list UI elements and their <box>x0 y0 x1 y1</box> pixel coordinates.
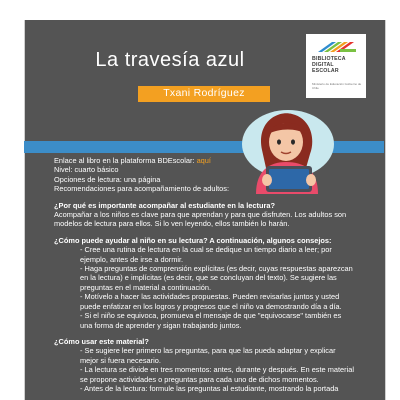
book-title: La travesía azul <box>95 49 245 71</box>
tip-item: - Haga preguntas de comprensión explícitas (es decir, cuyas respuestas aparezcan en la lectura) e implícitas (es decir, que se concluyan del texto). Se sugiere las preguntas en el material a continuación. <box>80 264 353 292</box>
document-body <box>54 156 354 393</box>
logo-ministry: Ministerio de Educación Gobierno de Chile <box>312 82 362 90</box>
logo-name: BIBLIOTECA DIGITAL ESCOLAR <box>312 56 346 74</box>
level-line: Nivel: cuarto básico <box>54 165 119 175</box>
tip-item: - Si el niño se equivoca, promueva el mensaje de que "equivocarse" también es una forma de aprender y sigan trabajando juntos. <box>80 311 342 330</box>
author-banner <box>138 86 270 102</box>
usage-item: - Antes de la lectura: formule las preguntas al estudiante, mostrando la portada <box>80 383 339 393</box>
author-name: Txani Rodríguez <box>163 87 245 99</box>
usage-item: - Se sugiere leer primero las preguntas, para que las pueda adaptar y explicar mejor si fuera necesario. <box>80 346 336 365</box>
tip-item: - Cree una rutina de lectura en la cual se dedique un tiempo diario a leer; por ejemplo, antes de irse a dormir. <box>80 245 332 264</box>
tip-item: - Motívelo a hacer las actividades propuestas. Pueden revisarlas juntos y usted puede enfatizar en los logros y progresos que el niño va demostrando día a día. <box>80 292 342 311</box>
section-heading-how-help: ¿Cómo puede ayudar al niño en su lectura? A continuación, algunos consejos: <box>54 235 332 245</box>
book-link-line: Enlace al libro en la plataforma BDEscolar: aquí <box>54 156 211 165</box>
book-link[interactable]: aquí <box>196 156 211 165</box>
reading-options-line: Opciones de lectura: una página <box>54 174 161 184</box>
section-heading-how-use: ¿Cómo usar este material? <box>54 336 149 346</box>
biblioteca-digital-logo <box>306 34 366 98</box>
usage-item: - La lectura se divide en tres momentos: antes, durante y después. En este material se propone actividades o preguntas para cada uno de dichos momentos. <box>80 365 355 384</box>
logo-stripes-icon <box>314 40 358 54</box>
section-heading-why: ¿Por qué es importante acompañar al estudiante en la lectura? <box>54 200 275 210</box>
recommendations-line: Recomendaciones para acompañamiento de adultos: <box>54 184 230 194</box>
section-text-why: Acompañar a los niños es clave para que aprendan y para que disfruten. Los adultos son modelos de lectura para ellos. Si lo ven leyendo, ellos también lo harán. <box>54 210 347 229</box>
